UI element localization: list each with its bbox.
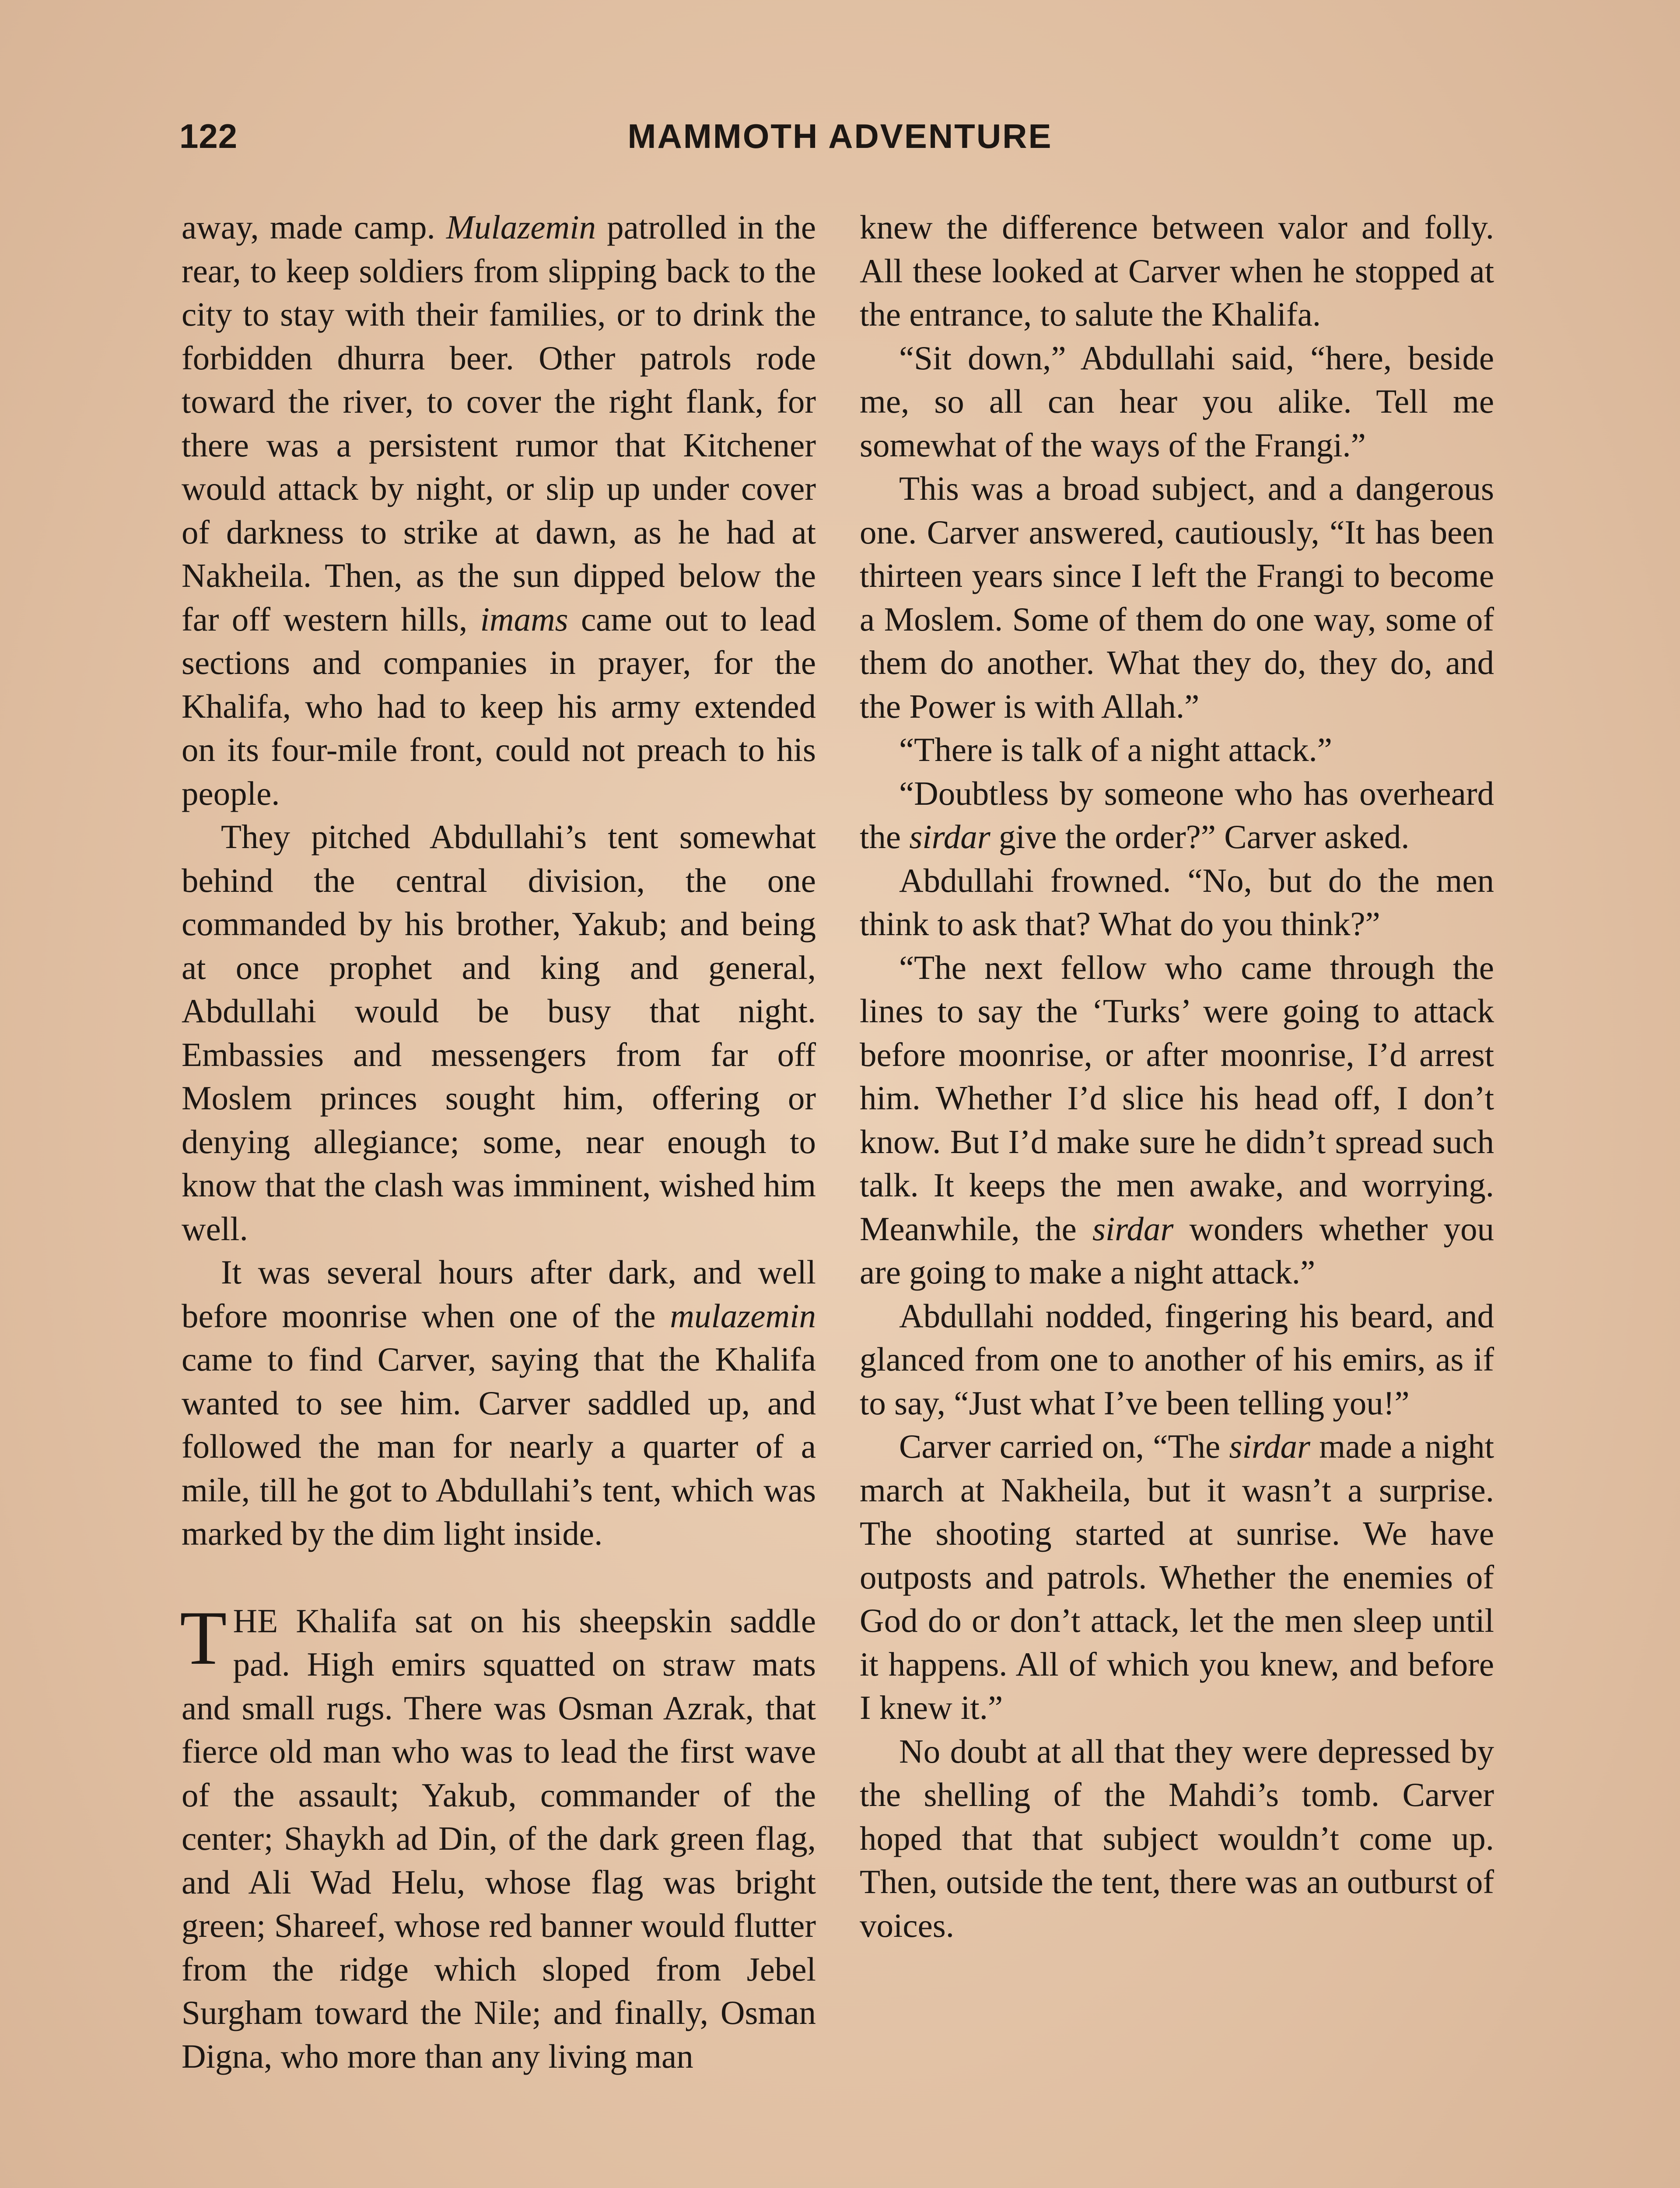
paragraph: It was several hours after dark, and well before moonrise when one of the mulazemin came to find Carver, saying that the Khalifa wanted to see him. Carver saddled up, and followed the man for nearly a quarter of a mile, till he got to Abdullahi’s tent, which was marked by the dim light inside.: [182, 1253, 816, 1552]
paragraph: Abdullahi frowned. “No, but do the men think to ask that? What do you think?”: [860, 861, 1494, 943]
running-head: MAMMOTH ADVENTURE: [627, 117, 1053, 155]
paragraph: away, made camp. Mulazemin patrolled in the rear, to keep soldiers from slipping back to the city to stay with their families, or to drink the forbidden dhurra beer. Other patrols rode toward the river, to cover the right flank, for there was a persistent rumor that Kitchener would attack by night, or slip up under cover of darkness to strike at dawn, as he had at Nakheila. Then, as the sun dipped below the far off western hills, imams came out to lead sections and companies in prayer, for the Khalifa, who had to keep his army extended on its four-mile front, could not preach to his people.: [182, 208, 816, 812]
paragraph: They pitched Abdullahi’s tent somewhat behind the central division, the one commanded by his brother, Yakub; and being at once prophet and king and general, Abdullahi would be busy that night. Embassies and messengers from far off Moslem princes sought him, offering or denying allegiance; some, near enough to know that the clash was imminent, wished him well.: [182, 818, 816, 1248]
italic-term: Mulazemin: [446, 208, 596, 246]
paragraph: “The next fellow who came through the lines to say the ‘Turks’ were going to attack before moonrise, or after moonrise, I’d arrest him. Whether I’d slice his head off, I don’t know. But I’d make sure he didn’t spread such talk. It keeps the men awake, and worrying. Meanwhile, the sirdar wonders whether you are going to make a night attack.”: [860, 948, 1494, 1291]
italic-term: imams: [480, 600, 568, 638]
paragraph: This was a broad subject, and a dangerous one. Carver answered, cautiously, “It has been thirteen years since I left the Frangi to become a Moslem. Some of them do one way, some of them do another. What they do, they do, and the Power is with Allah.”: [860, 470, 1494, 725]
paragraph: knew the difference between valor and folly. All these looked at Carver when he stopped at the entrance, to salute the Khalifa.: [860, 208, 1494, 333]
paragraph: Abdullahi nodded, fingering his beard, and glanced from one to another of his emirs, as if to say, “Just what I’ve been telling you!”: [860, 1297, 1494, 1422]
paragraph: “There is talk of a night attack.”: [899, 731, 1332, 768]
paragraph: Carver carried on, “The sirdar made a night march at Nakheila, but it wasn’t a surprise. The shooting started at sunrise. We have outposts and patrols. Whether the enemies of God do or don’t attack, let the men sleep until it happens. All of which you knew, and before I knew it.”: [860, 1427, 1494, 1726]
italic-term: mulazemin: [670, 1297, 816, 1335]
right-column: [860, 206, 1494, 1947]
paragraph: “Doubtless by someone who has overheard the sirdar give the order?” Carver asked.: [860, 774, 1494, 856]
paragraph-with-drop-cap: THE Khalifa sat on his sheepskin saddle pad. High emirs squatted on straw mats and small rugs. There was Osman Azrak, that fierce old man who was to lead the first wave of the assault; Yakub, commander of the center; Shaykh ad Din, of the dark green flag, and Ali Wad Helu, whose flag was bright green; Shareef, whose red banner would flutter from the ridge which sloped from Jebel Surgham toward the Nile; and finally, Osman Digna, who more than any living man: [180, 1595, 816, 2075]
paragraph: “Sit down,” Abdullahi said, “here, beside me, so all can hear you alike. Tell me somewhat of the ways of the Frangi.”: [860, 339, 1494, 464]
paragraph: No doubt at all that they were depressed by the shelling of the Mahdi’s tomb. Carver hoped that that subject wouldn’t come up. Then, outside the tent, there was an outburst of voices.: [860, 1732, 1494, 1944]
drop-cap: T: [180, 1595, 227, 1681]
page-number: 122: [179, 117, 238, 155]
section-break: [182, 1556, 816, 1599]
italic-term: sirdar: [909, 818, 990, 856]
italic-term: sirdar: [1092, 1210, 1174, 1248]
small-caps-lead: HE: [233, 1602, 278, 1640]
italic-term: sirdar: [1229, 1427, 1310, 1465]
left-column: [182, 206, 816, 2078]
